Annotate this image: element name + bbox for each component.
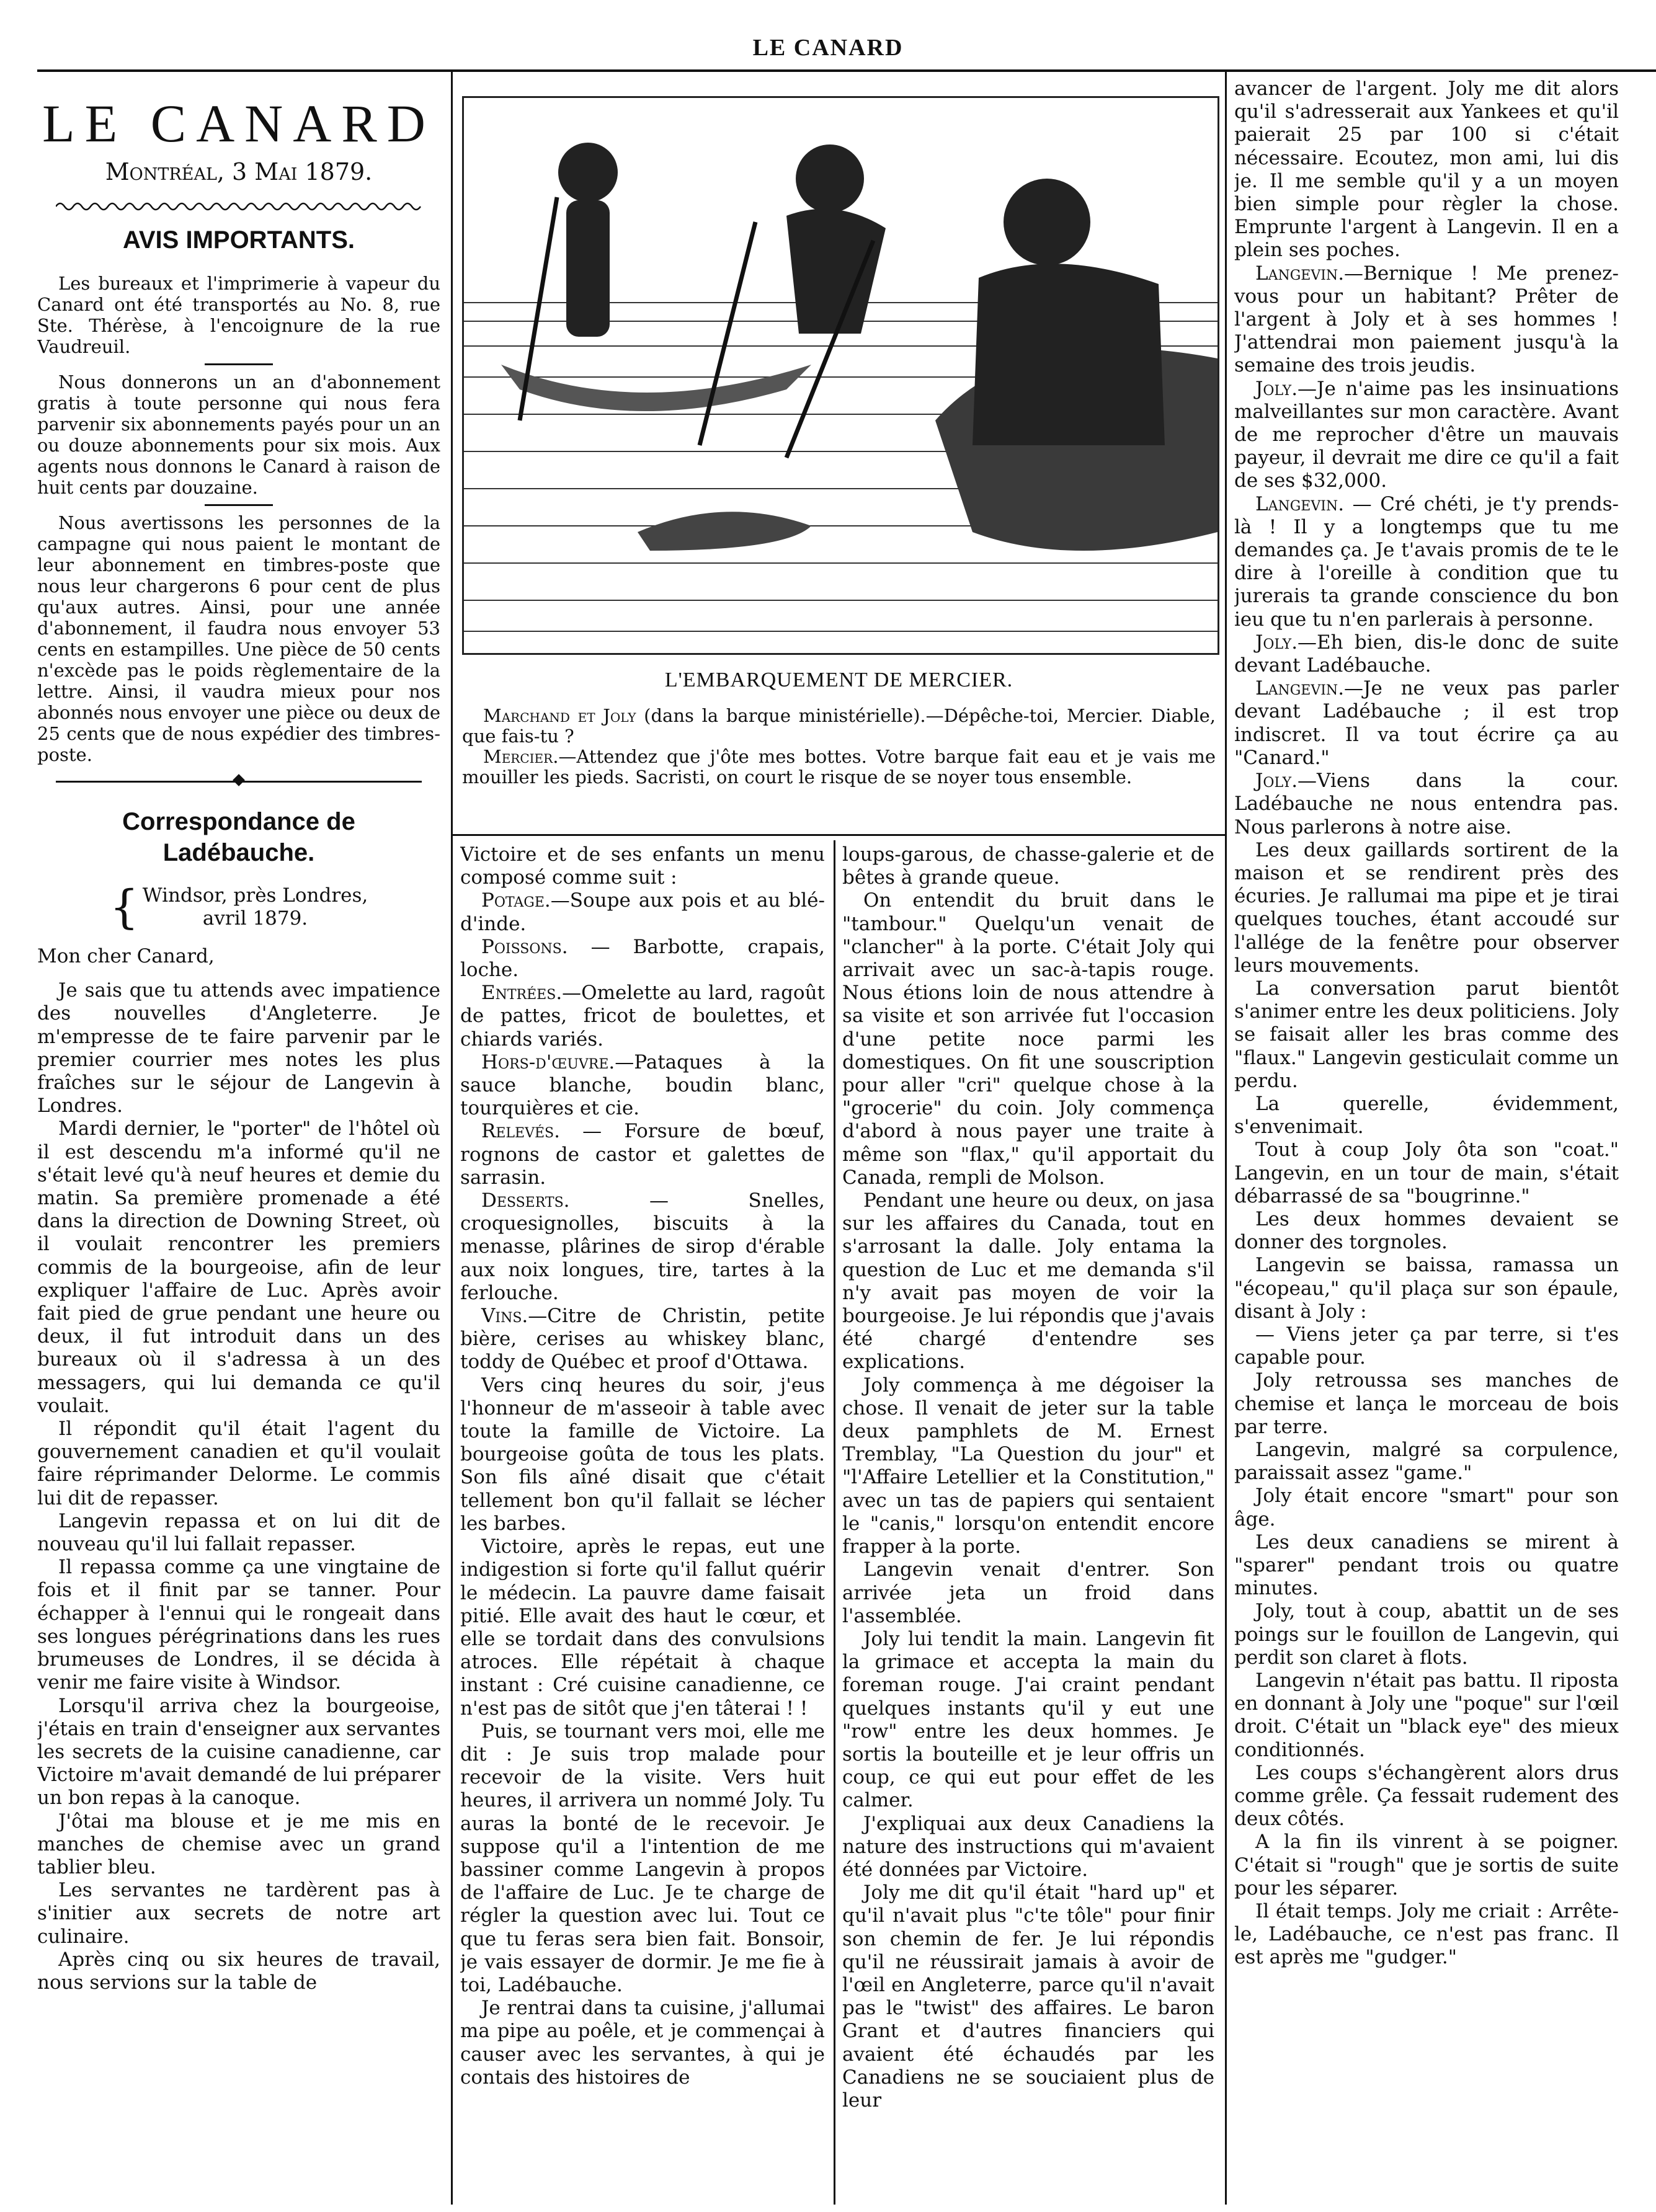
menu-course: Desserts	[481, 1189, 564, 1212]
article-heading: Correspondance de Ladébauche.	[122, 808, 355, 866]
article-paragraph: J'ôtai ma blouse et je me mis en manches de chemise avec un grand tablier bleu.	[37, 1810, 440, 1878]
short-rule	[205, 504, 273, 506]
article-paragraph	[460, 1535, 825, 1720]
paragraph-text: .—Eh bien, dis-le donc de suite devant Ladébauche.	[1234, 631, 1619, 677]
article-date: avril 1879.	[202, 907, 308, 930]
article-paragraph	[1234, 1831, 1619, 1900]
paragraph-text: Joly était encore "smart" pour son âge.	[1234, 1485, 1619, 1530]
article-paragraph: Lorsqu'il arriva chez la bourgeoise, j'étais en train d'enseigner aux servantes les secrets de la cuisine canadienne, car Victoire m'avait demandé de lui préparer un bon repas à la canoque.	[37, 1694, 440, 1810]
menu-entry	[460, 982, 825, 1051]
article-paragraph: Joly lui tendit la main. Langevin fit la grimace et accepta la main du foreman rouge. J'ai craint pendant quelques instants qu'il y eut une "row" entre les deux hommes. Je sortis la bouteille et je leur offris un coup, ce qui eut pour effet de les calmer.	[842, 1627, 1214, 1812]
menu-entry	[460, 936, 825, 982]
menu-entry	[460, 843, 825, 889]
article-paragraph	[1234, 839, 1619, 977]
article-paragraph: On entendit du bruit dans le "tambour." Quelqu'un venait de "clancher" à la porte. C'était Joly qui arrivait avec un sac-à-tapis rouge. Nous étions loin de nous attendre à sa visite et son arrivée fut l'occasion d'une petite noce parmi les domestiques. On fit une souscription pour aller "cri" quelque chose à la "grocerie" du coin. Joly commença d'abord à nous payer une traite à même son "flax," qu'il apportait du Canada, rempli de Molson.	[842, 889, 1214, 1189]
article-place: Windsor, près Londres,	[142, 884, 368, 907]
article-paragraph: Langevin repassa et on lui dit de nouveau qu'il lui fallait repasser.	[37, 1509, 440, 1556]
article-paragraph: Il répondit qu'il était l'agent du gouvernement canadien et qu'il voulait faire réprimander Delorme. Le commis lui dit de repasser.	[37, 1418, 440, 1509]
cartoon-engraving	[464, 98, 1218, 653]
wavy-rule	[56, 199, 422, 214]
paragraph-text: .—Viens dans la cour. Ladébauche ne nous entendra pas. Nous parlerons à notre aise.	[1234, 770, 1619, 838]
article-paragraph	[460, 1997, 825, 2089]
article-paragraph	[1234, 977, 1619, 1093]
article-paragraph: Après cinq ou six heures de travail, nous servions sur la table de	[37, 1948, 440, 1994]
paragraph-text: Joly retroussa ses manches de chemise et lança le morceau de bois par terre.	[1234, 1369, 1619, 1438]
dialogue-paragraph	[1234, 493, 1619, 631]
article-paragraph	[1234, 1600, 1619, 1669]
menu-entry	[460, 889, 825, 935]
article-paragraph: Joly commença à me dégoiser la chose. Il venait de jeter sur la table deux pamphlets de M. Ernest Tremblay, "La Question du jour" et "l'Affaire Letellier et la Constitution," avec un tas de papiers qui sentaient le "canis," lorsqu'on entendit encore frapper à la porte.	[842, 1374, 1214, 1558]
article-paragraph	[1234, 78, 1619, 262]
dialogue-paragraph	[1234, 770, 1619, 839]
paragraph-text: A la fin ils vinrent à se poigner. C'était si "rough" que je sortis de suite pour les séparer.	[1234, 1831, 1619, 1899]
paragraph-text: Vers cinq heures du soir, j'eus l'honneur de m'asseoir à table avec toute la famille de Victoire. La bourgeoise goûta de tous les plats. Son fils aîné disait que c'était tellement bon qu'il fallait se lécher les barbes.	[460, 1374, 825, 1535]
article-paragraph	[1234, 1531, 1619, 1601]
menu-text: .—Soupe aux pois et au blé-d'inde.	[460, 889, 825, 935]
paragraph-text: La conversation parut bientôt s'animer entre les deux politiciens. Joly se faisait aller les bras comme des "flaux." Langevin gesticulait comme un perdu.	[1234, 977, 1619, 1092]
article-paragraph: Pendant une heure ou deux, on jasa sur les affaires du Canada, tout en s'arrosant la dalle. Joly entama la question de Luc et me demanda s'il n'y avait pas moyen de voir la bourgeoise. Je lui répondis que j'avais été chargé d'entendre ses explications.	[842, 1189, 1214, 1374]
article-paragraph	[460, 1720, 825, 1997]
menu-text: .—Citre de Christin, petite bière, cerises au whiskey blanc, toddy de Québec et proof d'Ottawa.	[460, 1305, 825, 1374]
article-paragraph	[1234, 1669, 1619, 1762]
menu-entry	[460, 1120, 825, 1189]
menu-text: . — Snelles, croquesignolles, biscuits à la menasse, plârines de sirop d'érable aux noix longues, tire, tartes à la ferlouche.	[460, 1189, 825, 1304]
menu-text: . — Forsure de bœuf, rognons de castor et galettes de sarrasin.	[460, 1120, 825, 1189]
article-paragraph	[1234, 1208, 1619, 1254]
paragraph-text: Joly, tout à coup, abattit un de ses poings sur le fouillon de Langevin, qui perdit son claret à flots.	[1234, 1600, 1619, 1669]
paragraph-text: Les deux gaillards sortirent de la maison et se rendirent près des écuries. Je rallumai ma pipe et je tirai quelques touches, étant accoudé sur l'allége de la fenêtre pour observer leurs mouvements.	[1234, 838, 1619, 977]
paragraph-text: .—Bernique ! Me prenez-vous pour un habitant? Prêter de l'argent à Joly et à ses hommes ! J'attendrai mon paiement jusqu'à la semaine des trois jeudis.	[1234, 262, 1619, 377]
column-rule-1	[451, 71, 453, 2205]
article-paragraph	[1234, 1254, 1619, 1323]
article-paragraph	[1234, 1323, 1619, 1369]
cartoon-caption-block	[462, 668, 1216, 831]
article-paragraph: J'expliquai aux deux Canadiens la nature des instructions qui m'avaient été données par Victoire.	[842, 1812, 1214, 1881]
article-paragraph	[1234, 1139, 1619, 1208]
menu-text: .—Pataques à la sauce blanche, boudin blanc, tourquières et cie.	[460, 1050, 825, 1120]
menu-course: Vins	[481, 1305, 522, 1328]
article-paragraph	[1234, 1439, 1619, 1485]
column-rule-cartoon-right	[1225, 71, 1227, 2205]
column-3	[842, 843, 1214, 2205]
avis-paragraph: Les bureaux et l'imprimerie à vapeur du Canard ont été transportés au No. 8, rue Ste. Thérèse, à l'encoignure de la rue Vaudreuil.	[37, 273, 440, 357]
dialogue-speaker: Langevin	[1255, 262, 1338, 285]
dialogue-speaker: Langevin	[1255, 677, 1338, 700]
brace-glyph: {	[109, 881, 139, 934]
paragraph-text: avancer de l'argent. Joly me dit alors qu'il s'adresserait aux Yankees et qu'il paierait 25 par 100 si c'était nécessaire. Ecoutez, mon ami, lui dis je. Il me semble qu'il y a un moyen bien simple pour règler la chose. Emprunte l'argent à Langevin. Il en a plein ses poches.	[1234, 78, 1619, 262]
avis-heading: AVIS IMPORTANTS.	[122, 226, 355, 254]
article-paragraph: Joly me dit qu'il était "hard up" et qu'il n'avait plus "c'te tôle" pour finir son chemin de fer. Je lui répondis qu'il ne réussirait jamais à avoir de l'œil en Angleterre, parce qu'il n'avait pas le "twist" des affaires. Le baron Grant et d'autres financiers qui avaient été échaudés par les Canadiens ne se souciaient plus de leur	[842, 1881, 1214, 2112]
paragraph-text: — Viens jeter ça par terre, si t'es capable pour.	[1234, 1323, 1619, 1369]
dialogue-speaker: Langevin	[1255, 492, 1338, 515]
menu-course: Poissons	[481, 935, 562, 958]
menu-course: Entrées	[481, 982, 556, 1005]
paragraph-text: .—Je n'aime pas les insinuations malveillantes sur mon caractère. Avant de me reprocher d'être un mauvais payeur, il devrait me dire ce qu'il a fait de ses $32,000.	[1234, 377, 1619, 492]
paragraph-text: Victoire, après le repas, eut une indigestion si forte qu'il fallut quérir le médecin. La pauvre dame faisait pitié. Elle avait des haut le cœur, et elle se tordait dans des convulsions atroces. Elle répétait à chaque instant : Cré cuisine canadienne, ce n'est pas de sitôt que j'en tâterai ! !	[460, 1535, 825, 1720]
avis-paragraph: Nous donnerons un an d'abonnement gratis à toute personne qui nous fera parvenir six abonnements payés pour un an ou douze abonnements pour six mois. Aux agents nous donnons le Canard à raison de huit cents par douzaine.	[37, 371, 440, 498]
article-paragraph	[460, 1374, 825, 1535]
paragraph-text: Les coups s'échangèrent alors drus comme grêle. Ça fessait rudement des deux côtés.	[1234, 1761, 1619, 1831]
article-paragraph	[1234, 1762, 1619, 1831]
paragraph-text: Puis, se tournant vers moi, elle me dit : Je suis trop malade pour recevoir de la visite. Vers huit heures, il arrivera un nommé Joly. Tu auras la bonté de le recevoir. Je suppose qu'il a l'intention de me bassiner comme Langevin à propos de l'affaire de Luc. Je te charge de régler la question avec lui. Tout ce que tu feras sera bien fait. Bonsoir, je vais essayer de dormir. Je me fie à toi, Ladébauche.	[460, 1720, 825, 1996]
dialogue-speaker: Joly	[1255, 770, 1292, 793]
paragraph-text: Les deux hommes devaient se donner des torgnoles.	[1234, 1207, 1619, 1254]
top-rule	[37, 69, 1656, 72]
running-head: LE CANARD	[752, 35, 904, 61]
article-paragraph: loups-garous, de chasse-galerie et de bêtes à grande queue.	[842, 843, 1214, 889]
avis-paragraph: Nous avertissons les personnes de la campagne qui nous paient le montant de leur abonnement en timbres-poste que nous leur chargerons 6 pour cent de plus qu'aux autres. Ainsi, pour une année d'abonnement, il faudra nous envoyer 53 cents en estampilles. Une pièce de 50 cents n'excède pas le poids règlementaire de la lettre. Ainsi, il vaudra mieux pour nos abonnés nous envoyer une pièce ou deux de 25 cents que de nous expédier des timbres-poste.	[37, 512, 440, 765]
cartoon-illustration	[462, 96, 1219, 655]
paragraph-text: Langevin, malgré sa corpulence, paraissait assez "game."	[1234, 1438, 1619, 1485]
menu-course: Relevés	[481, 1120, 554, 1143]
article-salutation: Mon cher Canard,	[37, 945, 215, 967]
column-2	[460, 843, 825, 2205]
article-paragraph: Il repassa comme ça une vingtaine de fois et il finit par se tanner. Pour échapper à l'ennui qui le rongeait dans ses longues pérégrinations dans les rues brumeuses de Londres, il se décida à venir me faire visite à Windsor.	[37, 1556, 440, 1694]
paragraph-text: Il était temps. Joly me criait : Arrête-le, Ladébauche, ce n'est pas franc. Il est après me "gudger."	[1234, 1900, 1619, 1969]
column-1	[37, 78, 440, 2205]
dialogue-speaker: Joly	[1255, 631, 1292, 654]
menu-course: Hors-d'œuvre	[481, 1050, 609, 1073]
cartoon-dialogue	[462, 706, 1216, 747]
article-dateline	[37, 881, 440, 934]
article-paragraph: Je sais que tu attends avec impatience des nouvelles d'Angleterre. Je m'empresse de te faire parvenir par le premier courrier mes notes les plus fraîches sur le séjour de Langevin à Londres.	[37, 979, 440, 1117]
dialogue-text: .—Attendez que j'ôte mes bottes. Votre barque fait eau et je vais me mouiller les pieds. Sacristi, on court le risque de se noyer tous ensemble.	[462, 746, 1216, 788]
masthead-title: LE CANARD	[42, 94, 435, 153]
column-rule-2	[834, 840, 835, 2205]
article-paragraph	[1234, 1485, 1619, 1530]
article-paragraph	[1234, 1369, 1619, 1439]
paragraph-text: Langevin se baissa, ramassa un "écopeau," qu'il plaça sur son épaule, disant à Joly :	[1234, 1254, 1619, 1323]
short-rule	[205, 363, 273, 365]
paragraph-text: La querelle, évidemment, s'envenimait.	[1234, 1092, 1619, 1139]
menu-text: Victoire et de ses enfants un menu composé comme suit :	[460, 843, 825, 889]
paragraph-text: Langevin n'était pas battu. Il riposta en donnant à Joly une "poque" sur l'œil droit. C'était un "black eye" des mieux conditionnés.	[1234, 1669, 1619, 1761]
paragraph-text: . — Cré chéti, je t'y prends-là ! Il y a longtemps que tu me demandes ça. Je t'avais promis de te le dire à l'oreille à condition que tu jurerais ta grande conscience du bon ieu que tu n'en parlerais à personne.	[1234, 492, 1619, 631]
dialogue-text: (dans la barque ministérielle).—Dépêche-toi, Mercier. Diable, que fais-tu ?	[462, 705, 1216, 747]
dialogue-paragraph	[1234, 378, 1619, 493]
column-4	[1234, 78, 1619, 2205]
paragraph-text: .—Je ne veux pas parler devant Ladébauche ; il est trop indiscret. Il va tout écrire ça au "Canard."	[1234, 677, 1619, 769]
ornament-rule	[56, 775, 422, 788]
dialogue-paragraph	[1234, 262, 1619, 378]
article-paragraph	[1234, 1093, 1619, 1139]
menu-entry	[460, 1305, 825, 1374]
cartoon-bottom-rule	[451, 834, 1225, 836]
cartoon-caption: L'EMBARQUEMENT DE MERCIER.	[664, 668, 1013, 691]
menu-entry	[460, 1189, 825, 1305]
menu-entry	[460, 1051, 825, 1121]
cartoon-dialogue	[462, 747, 1216, 788]
dialogue-speaker: Marchand et Joly	[483, 705, 636, 726]
paragraph-text: Les deux canadiens se mirent à "sparer" pendant trois ou quatre minutes.	[1234, 1530, 1619, 1600]
dialogue-paragraph	[1234, 677, 1619, 770]
paragraph-text: Je rentrai dans ta cuisine, j'allumai ma pipe au poêle, et je commençai à causer avec les servantes, à qui je contais des histoires de	[460, 1997, 825, 2089]
article-paragraph: Langevin venait d'entrer. Son arrivée jeta un froid dans l'assemblée.	[842, 1558, 1214, 1627]
menu-text: . — Barbotte, crapais, loche.	[460, 935, 825, 982]
article-paragraph: Les servantes ne tardèrent pas à s'initier aux secrets de notre art culinaire.	[37, 1879, 440, 1948]
article-paragraph: Mardi dernier, le "porter" de l'hôtel où il est descendu m'a informé qu'il ne s'était levé qu'à neuf heures et demie du matin. Sa première promenade a été dans la direction de Downing Street, où il voulait rencontrer les premiers commis de la bourgeoise, afin de leur expliquer l'affaire de Luc. Après avoir fait pied de grue pendant une heure ou deux, il fut introduit dans un des bureaux où il s'adressa à un des messagers, qui lui demanda ce qu'il voulait.	[37, 1117, 440, 1417]
dialogue-paragraph	[1234, 631, 1619, 677]
menu-text: .—Omelette au lard, ragoût de pattes, fricot de boulettes, et chiards variés.	[460, 982, 825, 1050]
dialogue-speaker: Mercier	[483, 746, 553, 767]
masthead-dateline: Montréal, 3 Mai 1879.	[105, 158, 373, 185]
article-paragraph	[1234, 1900, 1619, 1970]
menu-course: Potage	[481, 889, 545, 912]
dialogue-speaker: Joly	[1255, 377, 1292, 400]
paragraph-text: Tout à coup Joly ôta son "coat." Langevin, en un tour de main, s'était débarrassé de sa "bougrinne."	[1234, 1139, 1619, 1207]
